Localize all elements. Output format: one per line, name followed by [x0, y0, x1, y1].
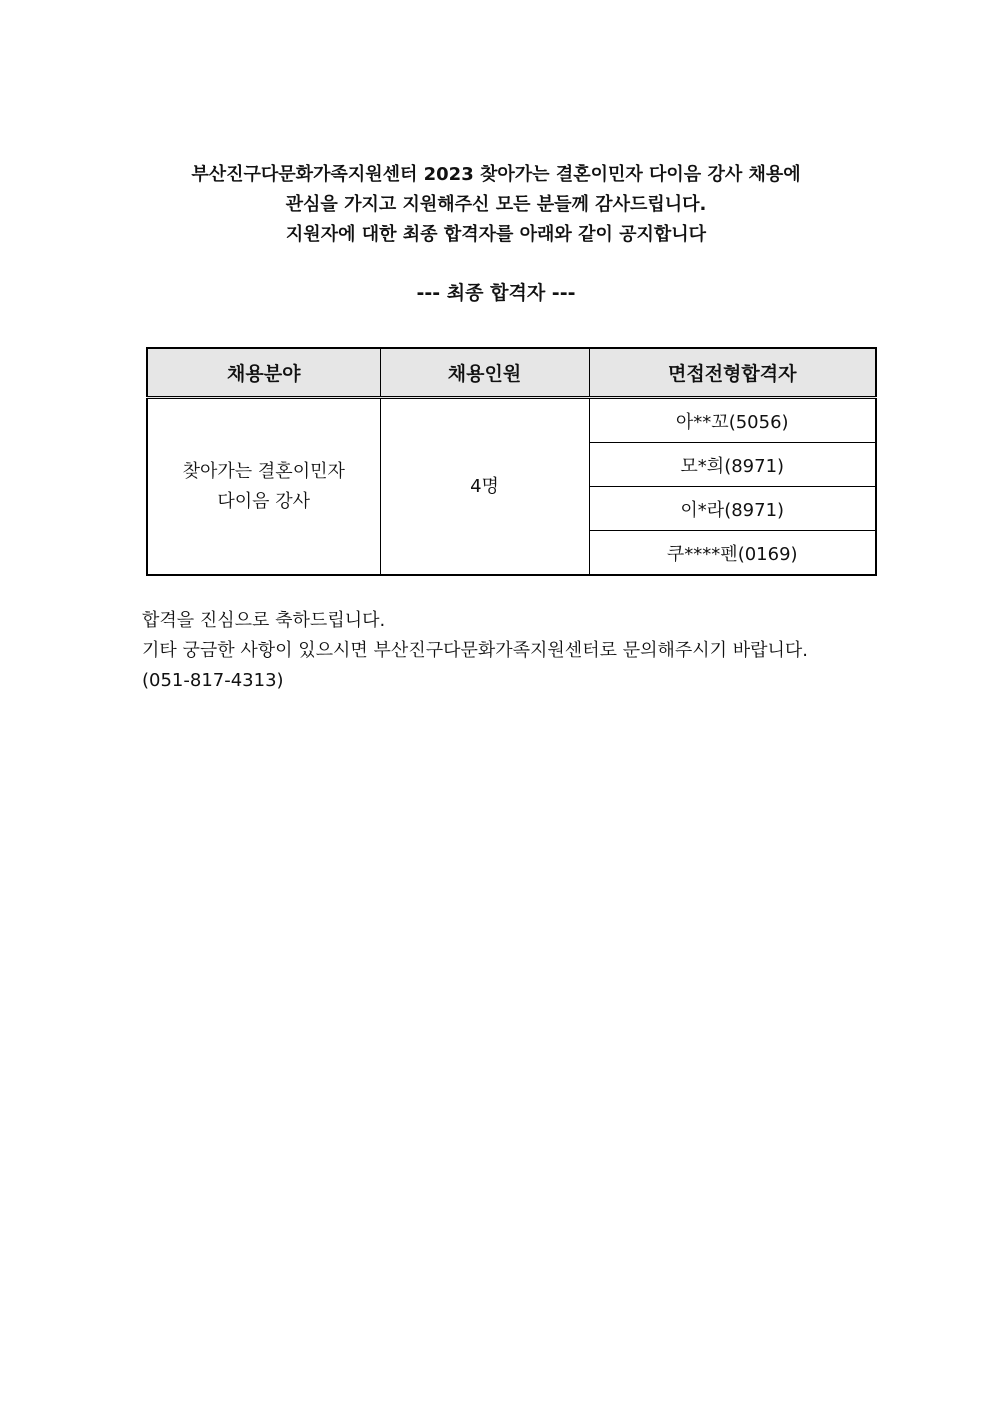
table-row	[147, 398, 876, 443]
table-header-row	[147, 348, 876, 398]
closing-paragraph	[142, 606, 942, 696]
intro-line-2: 관심을 가지고 지원해주신 모든 분들께 감사드립니다.	[285, 194, 707, 215]
field-line-2: 다이음 강사	[217, 490, 311, 512]
passer-cell: 아**꼬(5056)	[589, 398, 876, 443]
intro-paragraph	[0, 160, 992, 250]
section-title: --- 최종 합격자 ---	[416, 282, 576, 304]
passer-cell: 쿠****펜(0169)	[589, 531, 876, 576]
intro-line-1: 부산진구다문화가족지원센터 2023 찾아가는 결혼이민자 다이음 강사 채용에	[191, 164, 801, 185]
closing-phone: (051-817-4313)	[142, 670, 284, 691]
header-count: 채용인원	[380, 348, 589, 398]
count-cell: 4명	[380, 398, 589, 576]
final-result-table	[146, 347, 877, 576]
intro-line-3: 지원자에 대한 최종 합격자를 아래와 같이 공지합니다	[285, 224, 707, 245]
closing-line-1: 합격을 진심으로 축하드립니다.	[142, 610, 386, 631]
passer-cell: 이*라(8971)	[589, 487, 876, 531]
closing-line-2: 기타 궁금한 사항이 있으시면 부산진구다문화가족지원센터로 문의해주시기 바랍니다.	[142, 640, 809, 661]
field-line-1: 찾아가는 결혼이민자	[182, 460, 345, 482]
header-field: 채용분야	[147, 348, 380, 398]
field-cell	[147, 398, 380, 576]
passer-cell: 모*희(8971)	[589, 443, 876, 487]
header-passers: 면접전형합격자	[589, 348, 876, 398]
